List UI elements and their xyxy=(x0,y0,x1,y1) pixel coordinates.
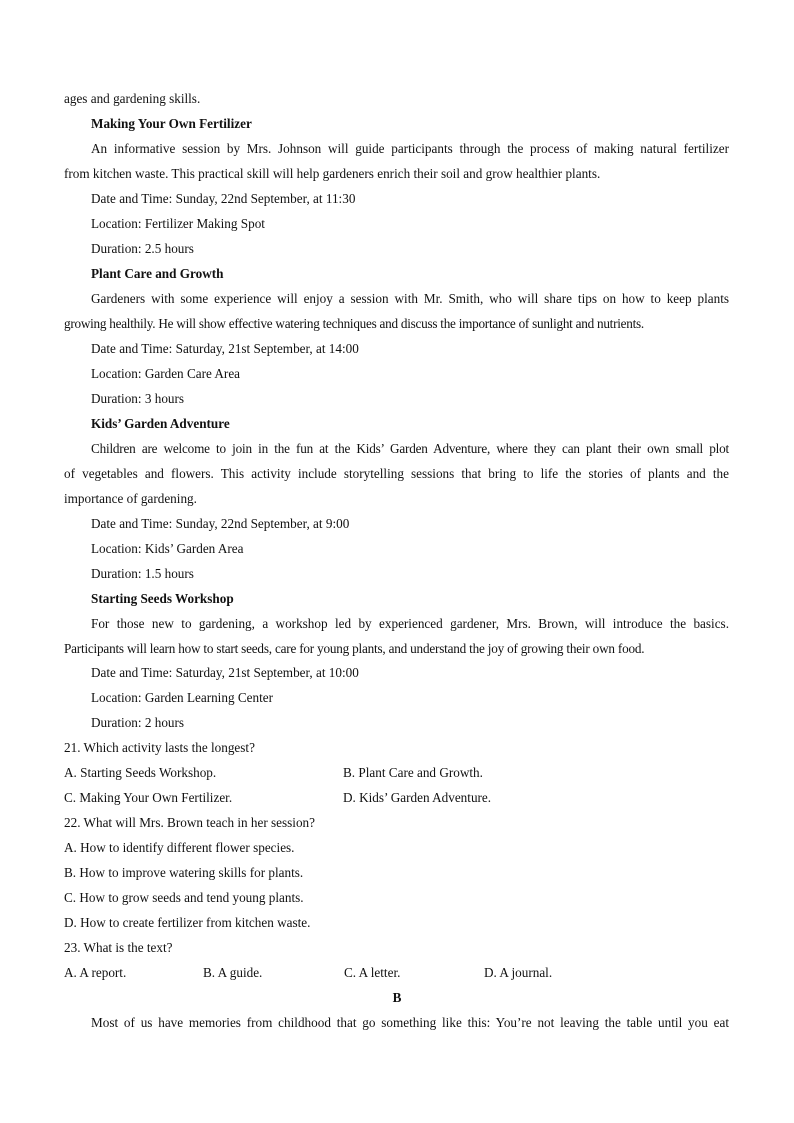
answer-option[interactable]: D. A journal. xyxy=(484,965,553,980)
event-desc-line: growing healthily. He will show effective watering techniques and discuss the importance of sunlight and nutrients. xyxy=(64,316,644,331)
answer-option[interactable]: A. Starting Seeds Workshop. xyxy=(64,765,217,780)
event-desc-line: An informative session by Mrs. Johnson will guide participants through the process of making natural fertilizer xyxy=(91,141,729,156)
answer-option[interactable]: C. How to grow seeds and tend young plants. xyxy=(64,890,304,905)
answer-option[interactable]: B. How to improve watering skills for plants. xyxy=(64,865,304,880)
question-stem: 22. What will Mrs. Brown teach in her session? xyxy=(64,815,316,830)
event-title-seeds-workshop: Starting Seeds Workshop xyxy=(91,591,234,606)
event-duration: Duration: 1.5 hours xyxy=(91,566,194,581)
answer-option[interactable]: C. A letter. xyxy=(344,965,401,980)
event-duration: Duration: 2 hours xyxy=(91,715,185,730)
event-location: Location: Garden Learning Center xyxy=(91,690,273,705)
answer-option[interactable]: A. A report. xyxy=(64,965,127,980)
event-location: Location: Fertilizer Making Spot xyxy=(91,216,265,231)
event-desc-line: importance of gardening. xyxy=(64,491,197,506)
answer-option[interactable]: D. Kids’ Garden Adventure. xyxy=(343,790,492,805)
event-datetime: Date and Time: Saturday, 21st September, at 14:00 xyxy=(91,341,359,356)
event-title-plant-care: Plant Care and Growth xyxy=(91,266,224,281)
event-duration: Duration: 3 hours xyxy=(91,391,185,406)
event-desc-line: Children are welcome to join in the fun at the Kids’ Garden Adventure, where they can plant their own small plot xyxy=(91,441,729,456)
event-datetime: Date and Time: Sunday, 22nd September, at 9:00 xyxy=(91,516,350,531)
answer-option[interactable]: B. A guide. xyxy=(203,965,263,980)
answer-option[interactable]: A. How to identify different flower species. xyxy=(64,840,295,855)
event-desc-line: Gardeners with some experience will enjoy a session with Mr. Smith, who will share tips on how to keep plants xyxy=(91,291,729,306)
event-title-fertilizer: Making Your Own Fertilizer xyxy=(91,116,252,131)
event-datetime: Date and Time: Saturday, 21st September, at 10:00 xyxy=(91,665,359,680)
event-desc-line: from kitchen waste. This practical skill will help gardeners enrich their soil and grow healthier plants. xyxy=(64,166,601,181)
event-location: Location: Garden Care Area xyxy=(91,366,241,381)
event-location: Location: Kids’ Garden Area xyxy=(91,541,244,556)
event-desc-line: of vegetables and flowers. This activity include storytelling sessions that bring to life the stories of plants and the xyxy=(64,466,729,481)
event-desc-line: For those new to gardening, a workshop led by experienced gardener, Mrs. Brown, will introduce the basics. xyxy=(91,616,729,631)
answer-option[interactable]: B. Plant Care and Growth. xyxy=(343,765,483,780)
event-title-kids-adventure: Kids’ Garden Adventure xyxy=(91,416,230,431)
question-stem: 21. Which activity lasts the longest? xyxy=(64,740,255,755)
intro-text: ages and gardening skills. xyxy=(64,91,201,106)
answer-option[interactable]: C. Making Your Own Fertilizer. xyxy=(64,790,233,805)
question-stem: 23. What is the text? xyxy=(64,940,173,955)
event-datetime: Date and Time: Sunday, 22nd September, at 11:30 xyxy=(91,191,356,206)
section-heading: B xyxy=(392,990,402,1005)
event-duration: Duration: 2.5 hours xyxy=(91,241,194,256)
passage-first-line: Most of us have memories from childhood that go something like this: You’re not leaving the table until you eat xyxy=(91,1015,729,1030)
answer-option[interactable]: D. How to create fertilizer from kitchen waste. xyxy=(64,915,311,930)
event-desc-line: Participants will learn how to start seeds, care for young plants, and understand the joy of growing their own food. xyxy=(64,641,645,656)
